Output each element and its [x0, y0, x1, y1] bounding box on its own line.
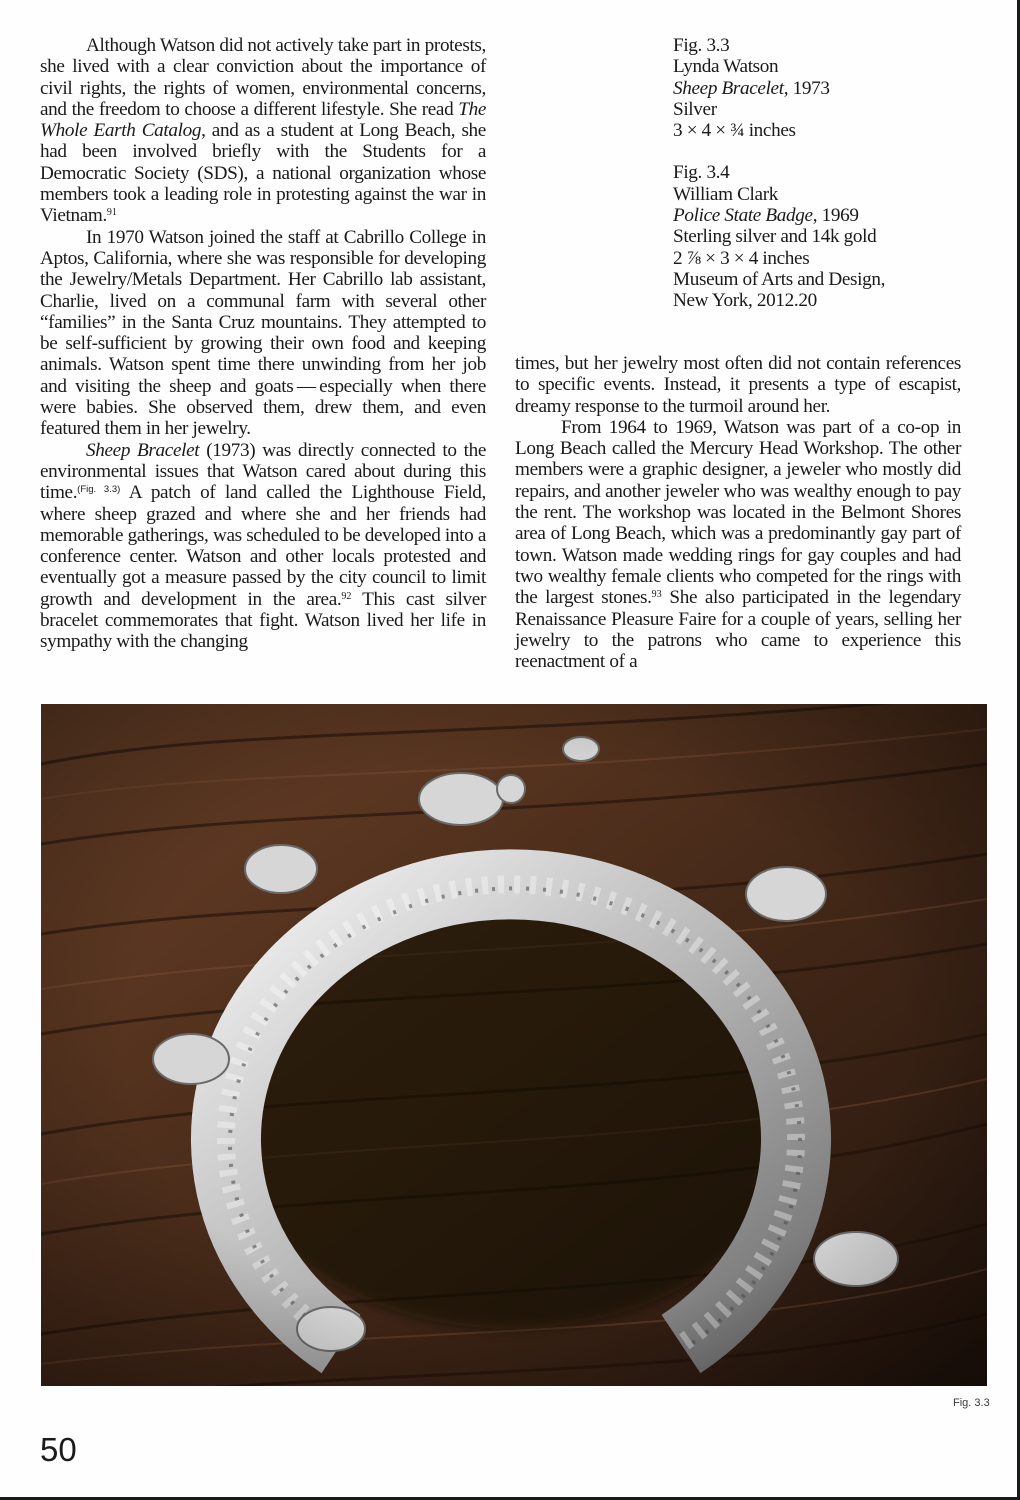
paragraph: times, but her jewelry most often did not contain references to specific events. Instead, it presents a type of escapist, dreamy response to the turmoil around her. [515, 353, 961, 417]
endnote-ref: 92 [341, 590, 352, 602]
caption-artist: Lynda Watson [673, 56, 779, 78]
paragraph: Although Watson did not actively take part in protests, she lived with a clear conviction about the importance of civil rights, the rights of women, environmental concerns, and the freedom to choose a different lifestyle. She read The Whole Earth Catalog, and as a student at Long Beach, she had been involved briefly with the Students for a Democratic Society (SDS), a national organization whose members took a leading role in protesting against the war in Vietnam.$^{91}$ [40, 35, 486, 227]
book-title: The Whole Earth Catalog [40, 98, 486, 142]
caption-artist: William Clark [673, 183, 778, 205]
caption-title-line [673, 205, 973, 226]
page-number: 50 [40, 1431, 77, 1468]
caption-year: , 1969 [812, 205, 859, 227]
caption-collection-line2: New York, 2012.20 [673, 290, 817, 312]
caption-title: Sheep Bracelet [673, 77, 784, 99]
caption-fig: Fig. 3.4 [673, 162, 730, 184]
photo-vignette [41, 704, 987, 1386]
caption-title-line [673, 78, 973, 99]
caption-fig: Fig. 3.3 [673, 35, 730, 56]
paragraph: From 1964 to 1969, Watson was part of a co-op in Long Beach called the Mercury Head Workshop. The other members were a graphic designer, a jeweler who mostly did repairs, and another jeweler who was wealthy enough to pay the rent. The workshop was located in the Belmont Shores area of Long Beach, which was a predominantly gay part of town. Watson made wedding rings for gay couples and had two wealthy female clients who competed for the rings with the largest stones.$^{93}$ She also participated in the legendary Renaissance Pleasure Faire for a couple of years, selling her jewelry to the patrons who came to experience this reenactment of a [515, 416, 961, 673]
photo-figure-label: Fig. 3.3 [953, 1397, 990, 1409]
caption-dimensions: 3 × 4 × ¾ inches [673, 120, 796, 142]
caption-year: , 1973 [783, 77, 830, 99]
caption-collection: Museum of Arts and Design, [673, 268, 886, 290]
caption-fig-3-4 [673, 162, 973, 311]
text-column-left [40, 35, 486, 653]
text-column-right [515, 353, 961, 672]
paragraph: In 1970 Watson joined the staff at Cabrillo College in Aptos, California, where she was responsible for developing the Jewelry/Metals Department. Her Cabrillo lab assistant, Charlie, lived on a communal farm with several other “families” in the Santa Cruz mountains. They attempted to be self-sufficient by growing their own food and keeping animals. Watson spent time there unwinding from her job and visiting the sheep and goats — especially when there were babies. She observed them, drew them, and even featured them in her jewelry. [40, 226, 486, 440]
figure-captions [673, 35, 973, 333]
caption-title: Police State Badge [673, 205, 813, 227]
endnote-ref: 93 [651, 589, 662, 601]
endnote-ref: 91 [106, 207, 117, 219]
bracelet-photo [41, 704, 987, 1386]
artwork-title: Sheep Bracelet [86, 439, 200, 461]
paragraph: Sheep Bracelet (1973) was directly connected to the environmental issues that Watson cared about during this time.$^{(Fig. 3.3)}$ A patch of land called the Lighthouse Field, where sheep grazed and where she and her friends had memorable gatherings, was scheduled to be developed into a conference center. Watson and other locals protested and eventually got a measure passed by the city council to limit growth and development in the area.$^{92}$ This cast silver bracelet commemorates that fight. Watson lived her life in sympathy with the changing [40, 439, 486, 653]
caption-material: Silver [673, 98, 717, 120]
caption-material: Sterling silver and 14k gold [673, 226, 877, 248]
caption-fig-3-3 [673, 35, 973, 141]
bracelet-illustration [41, 704, 987, 1386]
caption-dimensions: 2 ⅞ × 3 × 4 inches [673, 247, 810, 269]
figure-ref: (Fig. 3.3) [77, 484, 121, 496]
